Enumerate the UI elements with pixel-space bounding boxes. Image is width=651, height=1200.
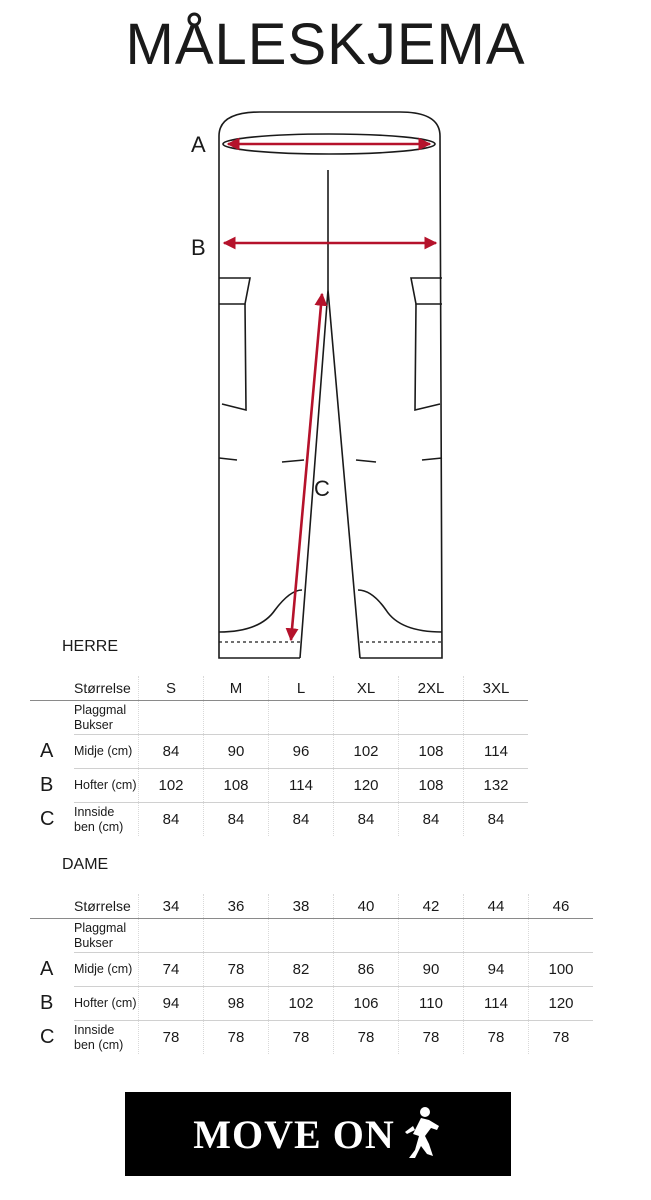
section-title-dame: DAME <box>62 856 109 873</box>
size-col: 3XL <box>464 676 529 701</box>
row-label: Hofter (cm) <box>74 769 139 803</box>
table-row: C Innside ben (cm) 84 84 84 84 84 84 <box>30 803 528 837</box>
size-header-label: Størrelse <box>74 676 139 701</box>
size-col: 2XL <box>399 676 464 701</box>
size-col: 40 <box>334 894 399 919</box>
size-col: S <box>139 676 204 701</box>
runner-figure-icon <box>399 1104 443 1165</box>
table-row: B Hofter (cm) 94 98 102 106 110 114 120 <box>30 987 593 1021</box>
table-row: A Midje (cm) 84 90 96 102 108 114 <box>30 735 528 769</box>
logo-text: MOVE ON <box>193 1111 395 1157</box>
row-label: Hofter (cm) <box>74 987 139 1021</box>
row-label: Innside ben (cm) <box>74 1022 124 1052</box>
table-row: A Midje (cm) 74 78 82 86 90 94 100 <box>30 953 593 987</box>
row-letter: C <box>40 807 55 830</box>
section-title-herre: HERRE <box>62 638 119 655</box>
row-label: Midje (cm) <box>74 735 139 769</box>
size-col: M <box>204 676 269 701</box>
label-a: A <box>191 132 206 157</box>
table-row: Plaggmal Bukser <box>30 919 593 953</box>
size-table-dame <box>30 894 593 1054</box>
row-letter: C <box>40 1025 55 1048</box>
row-label: Innside ben (cm) <box>74 804 124 834</box>
inseam-arrow <box>291 294 322 640</box>
table-row: C Innside ben (cm) 78 78 78 78 78 78 78 <box>30 1021 593 1055</box>
size-col: 44 <box>464 894 529 919</box>
size-col: 46 <box>529 894 594 919</box>
size-col: 36 <box>204 894 269 919</box>
label-c: C <box>314 476 330 501</box>
row-label: Midje (cm) <box>74 953 139 987</box>
page-title: MÅLESKJEMA <box>125 12 526 77</box>
row-letter: A <box>40 740 54 762</box>
row-letter: B <box>40 992 54 1014</box>
row-letter: A <box>40 958 54 980</box>
label-b: B <box>191 235 206 260</box>
size-col: 34 <box>139 894 204 919</box>
size-col: XL <box>334 676 399 701</box>
size-col: L <box>269 676 334 701</box>
brand-logo <box>125 1092 511 1176</box>
size-col: 38 <box>269 894 334 919</box>
size-header-label: Størrelse <box>74 894 139 919</box>
table-row: Plaggmal Bukser <box>30 701 528 735</box>
table-row: B Hofter (cm) 102 108 114 120 108 132 <box>30 769 528 803</box>
size-col: 42 <box>399 894 464 919</box>
row-letter: B <box>40 774 54 796</box>
size-table-herre <box>30 676 528 836</box>
